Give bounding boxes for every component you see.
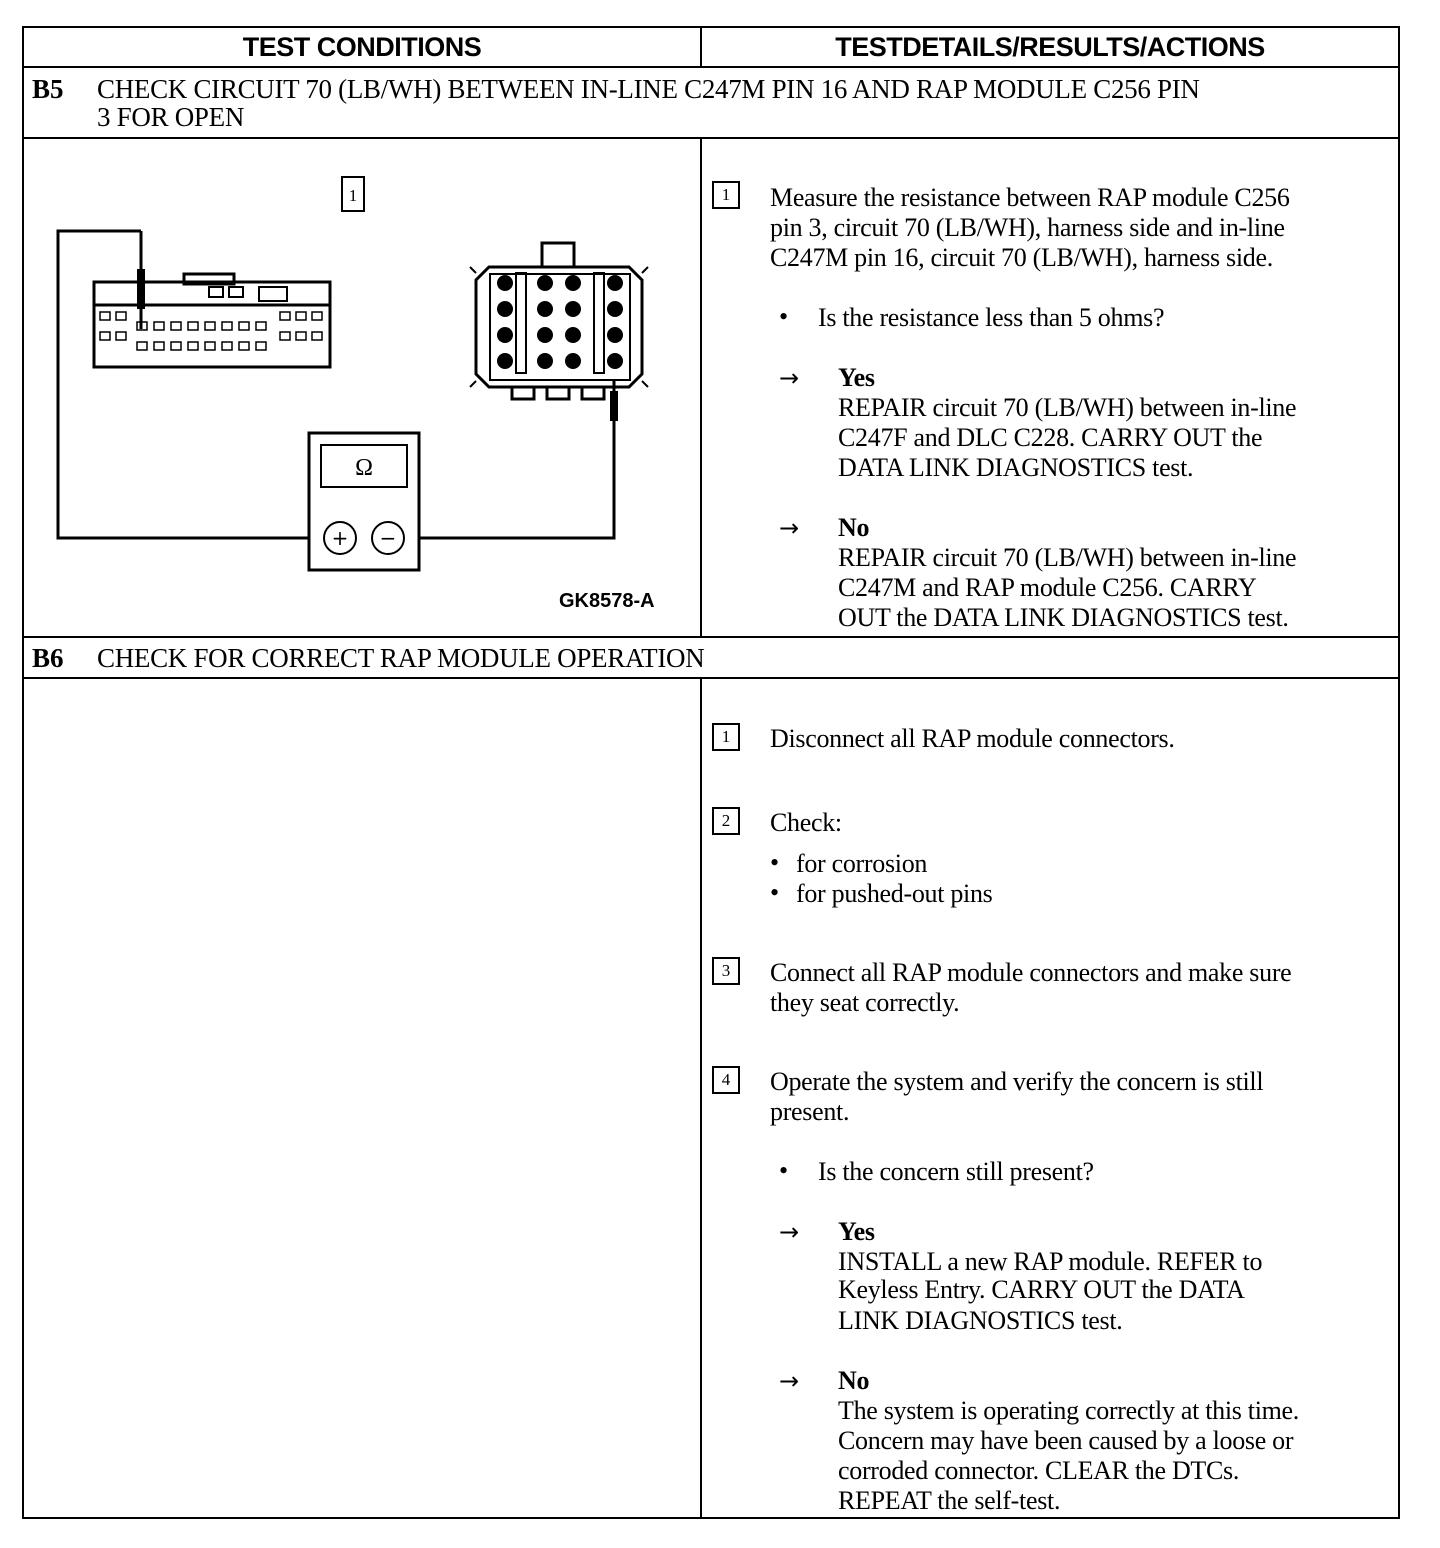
ohmmeter	[309, 433, 419, 570]
header-divider	[22, 66, 1400, 68]
b5-col-divider	[700, 137, 702, 637]
b5-step1-line2: pin 3, circuit 70 (LB/WH), harness side and in-line	[770, 213, 1285, 242]
b5-no-label: No	[838, 513, 870, 542]
b6-step1-box: 1	[712, 723, 740, 751]
b5-yes-line1: REPAIR circuit 70 (LB/WH) between in-line	[838, 393, 1297, 422]
b5-no-line2: C247M and RAP module C256. CARRY	[838, 573, 1257, 602]
b6-col-divider	[700, 677, 702, 1518]
b5-yes-line3: DATA LINK DIAGNOSTICS test.	[838, 453, 1194, 482]
b6-top-divider	[22, 636, 1400, 638]
svg-text:−: −	[379, 526, 397, 550]
b6-yes-line1: INSTALL a new RAP module. REFER to	[838, 1247, 1263, 1276]
b6-yes-line2: Keyless Entry. CARRY OUT the DATA	[838, 1275, 1245, 1304]
probe-left	[137, 231, 145, 329]
b6-question-bullet: •	[779, 1156, 789, 1185]
frame-right	[1398, 26, 1400, 1519]
b5-no-arrow-icon: →	[779, 514, 800, 542]
connector-c256-pins	[100, 312, 322, 350]
b6-step3-line2: they seat correctly.	[770, 988, 960, 1017]
connector-c256	[94, 274, 330, 367]
b6-no-line2: Concern may have been caused by a loose or	[838, 1426, 1294, 1455]
b6-step4-line1: Operate the system and verify the concern is still	[770, 1067, 1264, 1096]
b6-question: Is the concern still present?	[818, 1157, 1094, 1186]
b6-yes-arrow-icon: →	[779, 1218, 800, 1246]
b6-step2-text: Check:	[770, 808, 842, 837]
b6-yes-label: Yes	[838, 1217, 875, 1246]
b5-title-line2: 3 FOR OPEN	[97, 102, 245, 132]
b6-step4-line2: present.	[770, 1097, 850, 1126]
svg-text:1: 1	[348, 186, 358, 205]
b5-yes-arrow-icon: →	[779, 364, 800, 392]
b6-no-label: No	[838, 1366, 870, 1395]
b5-wiring-diagram	[24, 139, 700, 636]
probe-right	[610, 379, 618, 421]
b5-yes-label: Yes	[838, 363, 875, 392]
b6-step4-box: 4	[712, 1066, 740, 1094]
b6-yes-line3: LINK DIAGNOSTICS test.	[838, 1306, 1123, 1335]
b6-step2-bullet1: •	[770, 848, 780, 877]
b6-title-divider	[22, 677, 1400, 679]
frame-bottom	[22, 1517, 1400, 1519]
b5-yes-line2: C247F and DLC C228. CARRY OUT the	[838, 423, 1263, 452]
b5-step1-line3: C247M pin 16, circuit 70 (LB/WH), harness side.	[770, 243, 1273, 272]
b6-no-line3: corroded connector. CLEAR the DTCs.	[838, 1456, 1240, 1485]
b6-section-id: B6	[32, 643, 64, 673]
b5-step1-box: 1	[712, 181, 740, 209]
b5-step1-line1: Measure the resistance between RAP module C256	[770, 183, 1290, 212]
figure-step-marker	[342, 177, 364, 211]
b6-step3-line1: Connect all RAP module connectors and make sure	[770, 958, 1292, 987]
b5-section-id: B5	[32, 74, 64, 104]
header-test-conditions: TEST CONDITIONS	[242, 32, 482, 62]
b6-step2-box: 2	[712, 807, 740, 835]
b6-step2-bullet2: •	[770, 878, 780, 907]
ohm-symbol: Ω	[355, 455, 373, 481]
svg-text:+: +	[331, 526, 349, 550]
figure-label: GK8578-A	[559, 590, 655, 612]
b6-step2-item2: for pushed-out pins	[796, 879, 993, 908]
header-test-details: TESTDETAILS/RESULTS/ACTIONS	[835, 32, 1265, 62]
b5-title-line1: CHECK CIRCUIT 70 (LB/WH) BETWEEN IN-LINE C247M PIN 16 AND RAP MODULE C256 PIN	[97, 74, 1200, 104]
b5-no-line3: OUT the DATA LINK DIAGNOSTICS test.	[838, 603, 1289, 632]
b6-no-line1: The system is operating correctly at this time.	[838, 1396, 1299, 1425]
b5-no-line1: REPAIR circuit 70 (LB/WH) between in-line	[838, 543, 1297, 572]
connector-c247m	[470, 243, 648, 399]
b6-step1-text: Disconnect all RAP module connectors.	[770, 724, 1175, 753]
b5-question: Is the resistance less than 5 ohms?	[818, 303, 1165, 332]
b6-no-arrow-icon: →	[779, 1367, 800, 1395]
b6-step2-item1: for corrosion	[796, 849, 928, 878]
b6-no-line4: REPEAT the self-test.	[838, 1486, 1061, 1515]
b5-question-bullet: •	[779, 302, 789, 331]
b6-step3-box: 3	[712, 957, 740, 985]
b6-title: CHECK FOR CORRECT RAP MODULE OPERATION	[97, 643, 705, 673]
